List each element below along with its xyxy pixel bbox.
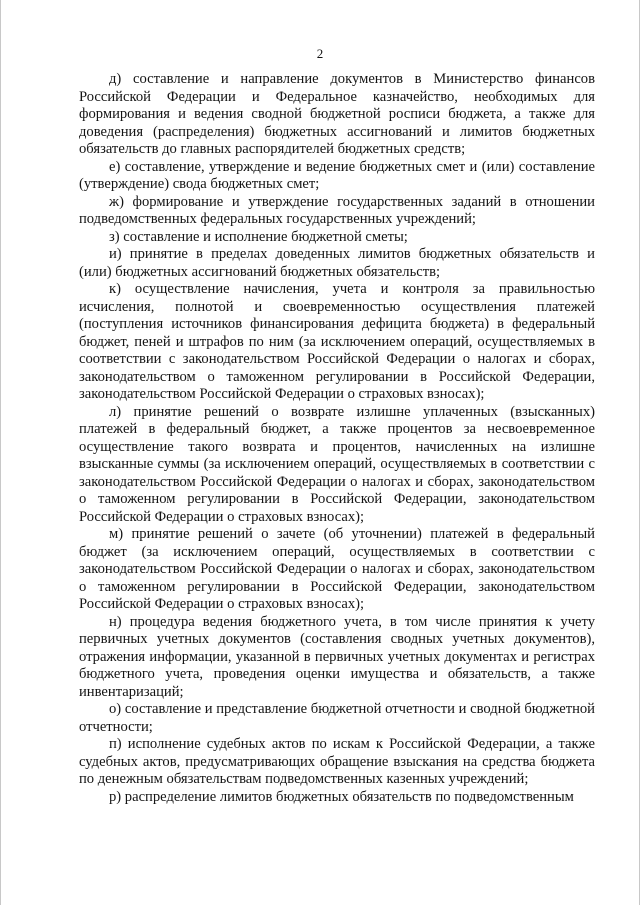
paragraph-m: м) принятие решений о зачете (об уточнении) платежей в федеральный бюджет (за исключением операций, осуществляемых в соответствии с законодательством Российской Федерации о налогах и сборах, законодательством о таможенном регулировании в Российской Федерации, законодательством Российской Федерации о страховых взносах);	[79, 526, 595, 612]
document-body	[79, 71, 595, 806]
paragraph-i: и) принятие в пределах доведенных лимитов бюджетных обязательств и (или) бюджетных ассигнований бюджетных обязательств;	[79, 246, 595, 280]
paragraph-k: к) осуществление начисления, учета и контроля за правильностью исчисления, полнотой и своевременностью осуществления платежей (поступления источников финансирования дефицита бюджета) в федеральный бюджет, пеней и штрафов по ним (за исключением операций, осуществляемых в соответствии с законодательством Российской Федерации о налогах и сборах, законодательством о таможенном регулировании в Российской Федерации, законодательством Российской Федерации о страховых взносах);	[79, 281, 595, 402]
paragraph-n: н) процедура ведения бюджетного учета, в том числе принятия к учету первичных учетных документов (составления сводных учетных документов), отражения информации, указанной в первичных учетных документах и регистрах бюджетного учета, проведения оценки имущества и обязательств, а также инвентаризаций;	[79, 613, 595, 700]
page-number: 2	[316, 46, 324, 61]
paragraph-p: п) исполнение судебных актов по искам к Российской Федерации, а также судебных актов, предусматривающих обращение взыскания на средства бюджета по денежным обязательствам подведомственных казенных учреждений;	[79, 736, 595, 787]
paragraph-o: о) составление и представление бюджетной отчетности и сводной бюджетной отчетности;	[79, 701, 595, 735]
paragraph-l: л) принятие решений о возврате излишне уплаченных (взысканных) платежей в федеральный бюджет, а также процентов за несвоевременное осуществление такого возврата и процентов, начисленных на излишне взысканные суммы (за исключением операций, осуществляемых в соответствии с законодательством Российской Федерации о налогах и сборах, законодательством о таможенном регулировании в Российской Федерации, законодательством Российской Федерации о страховых взносах);	[79, 403, 595, 525]
paragraph-z: з) составление и исполнение бюджетной сметы;	[109, 228, 408, 245]
paragraph-r: р) распределение лимитов бюджетных обязательств по подведомственным	[109, 788, 574, 805]
paragraph-d: д) составление и направление документов в Министерство финансов Российской Федерации и Федеральное казначейство, необходимых для формирования и ведения сводной бюджетной росписи бюджета, а также для доведения (распределения) бюджетных ассигнований и лимитов бюджетных обязательств до главных распорядителей бюджетных средств;	[79, 71, 595, 157]
paragraph-zh: ж) формирование и утверждение государственных заданий в отношении подведомственных федеральных государственных учреждений;	[79, 193, 595, 227]
paragraph-e: е) составление, утверждение и ведение бюджетных смет и (или) составление (утверждение) свода бюджетных смет;	[79, 158, 595, 192]
